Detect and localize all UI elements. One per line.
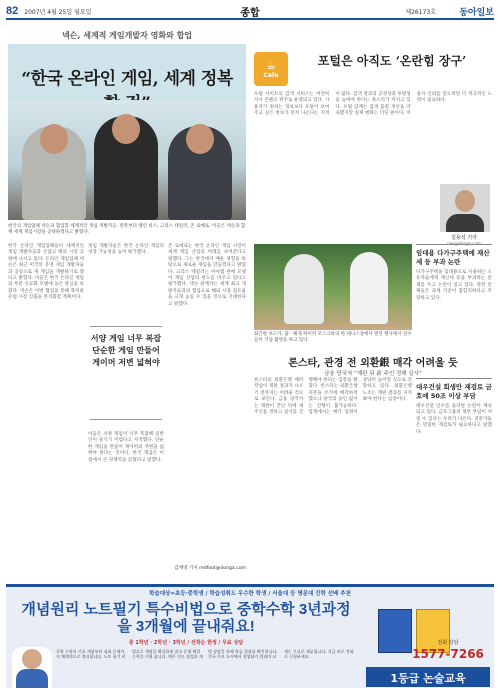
lead-kicker: 넥슨, 세계적 게임개발자 영화와 합업 bbox=[61, 31, 193, 40]
author-portrait bbox=[440, 184, 490, 232]
sidebar-bottom-headline: 대우건설 회생안 재검토 금호에 50조 이상 부담 bbox=[416, 383, 492, 400]
ad-body: 중학 수학의 기초 개념부터 심화 문제까지 체계적으로 정리합니다. 노트 필기 비법으로 개념을 확실하게 잡고 문제 해결 능력을 키워 줍니다. 매주 진도 점검과 개별 상담을 통해 학습 결과를 확인합니다. 전국 주요 도시에서 설명회가 열리며 교재는 무료로 제공됩니다. 지금 바로 전화로 신청하세요. bbox=[56, 649, 354, 660]
ad-headline: 개념원리 노트필기 특수비법으로 중학수학 3년과정을 3개월에 끝내줘요! bbox=[21, 601, 351, 635]
tennis-photo bbox=[254, 244, 412, 330]
ad-topline: 학습대상=초등·중학생 / 학습성취도 우수한 학생 / 서울대 등 명문대 진학 선배 추천 bbox=[149, 591, 351, 597]
story-body: 론스타의 외환은행 매각 작업이 재판 결과가 나오기 전까지는 어려울 것으로 보인다. 금융 당국자는 재판이 끝난 뒤에 새 주인을 정하고 실사를 진행해야 한다는 입장을 밝혔다. 론스타는 외환은행 지분을 조기에 매각하려 했으나 당국의 승인 없이는 진행이 불가능하다. 업계에서는 매각 일정이 상당히 늦어질 것으로 전망하고 있다. 외환은행 노조는 재판 결과를 지켜봐야 한다는 입장이다. bbox=[254, 378, 412, 416]
ad-brand[interactable]: 1등급 논술교육 bbox=[366, 667, 490, 687]
column-body: 포털 사이트의 검색 서비스는 여전히 자사 콘텐츠 위주로 운영되고 있다. 사용자가 원하는 정보보다 포털이 보여주고 싶은 정보가 먼저 나온다는 지적이 많다. 검색 결과의 공정성과 투명성을 높여야 한다는 목소리가 커지고 있다. 포털 업계는 검색 품질 개선을 약속했지만 실제 변화는 더딘 편이다. 이용자 신뢰를 얻으려면 더 적극적인 노력이 필요하다. bbox=[254, 92, 492, 117]
lead-byline: 김재영 기자 redfoot@donga.com bbox=[174, 566, 246, 571]
lead-body-column-3: 존 로메로는 한국 온라인 게임 시장이 세계 게임 산업의 미래를 보여준다고 말했다. 그는 한국에서 배운 경험을 바탕으로 새로운 게임을 만들겠다고 밝혔다. 크리스 테일러는 아이템 판매 모델이 게임 산업의 판도를 바꾸고 있다고 평가했다. 넥슨 관계자는 세계 최고 개발자들과의 협업으로 해외 시장 점유율을 크게 높일 수 있을 것으로 기대한다고 말했다. bbox=[168, 244, 246, 307]
page-number: 82 bbox=[6, 5, 19, 17]
player-figure bbox=[284, 254, 324, 324]
sidebar-bottom-body: 대우건설 인수를 둘러싼 논란이 계속되고 있다. 금호그룹의 재무 부담이 커질 수 있다는 우려가 나온다. 전문가들은 면밀한 재검토가 필요하다고 말했다. bbox=[416, 404, 492, 435]
issue-date: 2007년 4월 25일 월요일 bbox=[24, 8, 92, 16]
lead-body-column-2: 게임 개발자들은 한국 온라인 게임의 성장 가능성을 높이 평가했다. bbox=[88, 244, 164, 256]
player-figure bbox=[350, 252, 388, 324]
person-figure bbox=[22, 126, 86, 220]
paper-logo: 동아일보 bbox=[459, 7, 494, 18]
sidebar-story-top bbox=[416, 244, 492, 302]
person-figure bbox=[168, 126, 232, 220]
sidebar-top-body: 다가구주택을 임대용으로 사용하는 소유자들에게 재산세 등을 부과하는 문제를 두고 논란이 일고 있다. 관련 단체들은 과세 기준이 불합리하다고 주장하고 있다. bbox=[416, 270, 492, 301]
section-title: 종합 bbox=[240, 7, 260, 19]
page-header bbox=[6, 4, 494, 20]
sidebar-top-headline: 임대용 다가구주택에 재산세 등 부과 논란 bbox=[416, 249, 490, 266]
ad-phone-number[interactable]: 1577-7266 bbox=[412, 647, 484, 661]
lead-photo-caption: 한국의 게임업체 넥슨과 협업할 세계적인 게임 개발자들. 왼쪽부터 앨런 비스, 크리스 테일러, 존 로메로. 이들은 넥슨과 함께 세계 게임시장을 공략하겠다고 밝혔다. bbox=[8, 224, 246, 235]
advertisement[interactable] bbox=[6, 584, 494, 688]
student-figure bbox=[12, 647, 52, 688]
edition-number: 제26173호 bbox=[405, 8, 436, 16]
pullquote: 서양 게임 너무 복잡 단순한 게임 만들어 게이머 저변 넓혀야 bbox=[90, 326, 162, 420]
ad-phone-label: 전화 상담 bbox=[437, 640, 459, 646]
coffee-cup-icon: ☕ bbox=[266, 59, 276, 72]
cafe-logo-text: Cafe bbox=[263, 72, 279, 79]
cafe-logo bbox=[254, 52, 288, 86]
lead-body-column-2b: 이들은 서양 게임이 너무 복잡해 일반인이 즐기기 어렵다고 지적했다. 단순한 게임을 만들어 게이머의 저변을 넓혀야 한다는 것이다. 한국 게임은 이 점에서 큰 경쟁력을 갖췄다고 말했다. bbox=[88, 432, 164, 463]
story-subheadline: 금융 당국자 “재판 뒤 新 주인 정해 실사” bbox=[324, 371, 422, 377]
lead-body-column-1: 한국 온라인 게임업체들이 세계적인 게임 개발자들과 손잡고 해외 시장 공략에 나서고 있다. 온라인 게임업체 넥슨은 최근 미국의 유명 게임 개발자들과 공동으로 새 게임을 개발하기로 했다고 밝혔다. 이들은 한국 온라인 게임의 부분 유료화 모델에 높은 관심을 보였다. 넥슨은 이번 협업을 통해 북미와 유럽 시장 진출을 본격화할 계획이다. bbox=[8, 244, 84, 301]
story-headline: 론스타, 관경 전 외환銀 매각 어려울 듯 bbox=[288, 358, 458, 369]
author-email: nex@donga.com bbox=[447, 241, 481, 246]
ad-subline: 중 1학년 · 2학년 · 3학년 / 선착순 한정 / 무료 상담 bbox=[128, 640, 244, 646]
column-headline: 포털은 아직도 ‘온란힘 장구’ bbox=[317, 54, 467, 68]
person-figure bbox=[94, 116, 158, 220]
sidebar-story-bottom bbox=[416, 378, 492, 436]
tennis-photo-caption: 화끈한 보드카, 꿈 · 해게 하이커 모스크바의 한 테니스장에서 열린 행사에서 선수들이 기념 촬영을 하고 있다. bbox=[254, 332, 412, 343]
lead-photo bbox=[8, 100, 246, 220]
author-name: 김용석 기자 bbox=[451, 235, 477, 241]
lead-headline: “한국 온라인 게임, 세계 정복 bbox=[8, 44, 246, 142]
